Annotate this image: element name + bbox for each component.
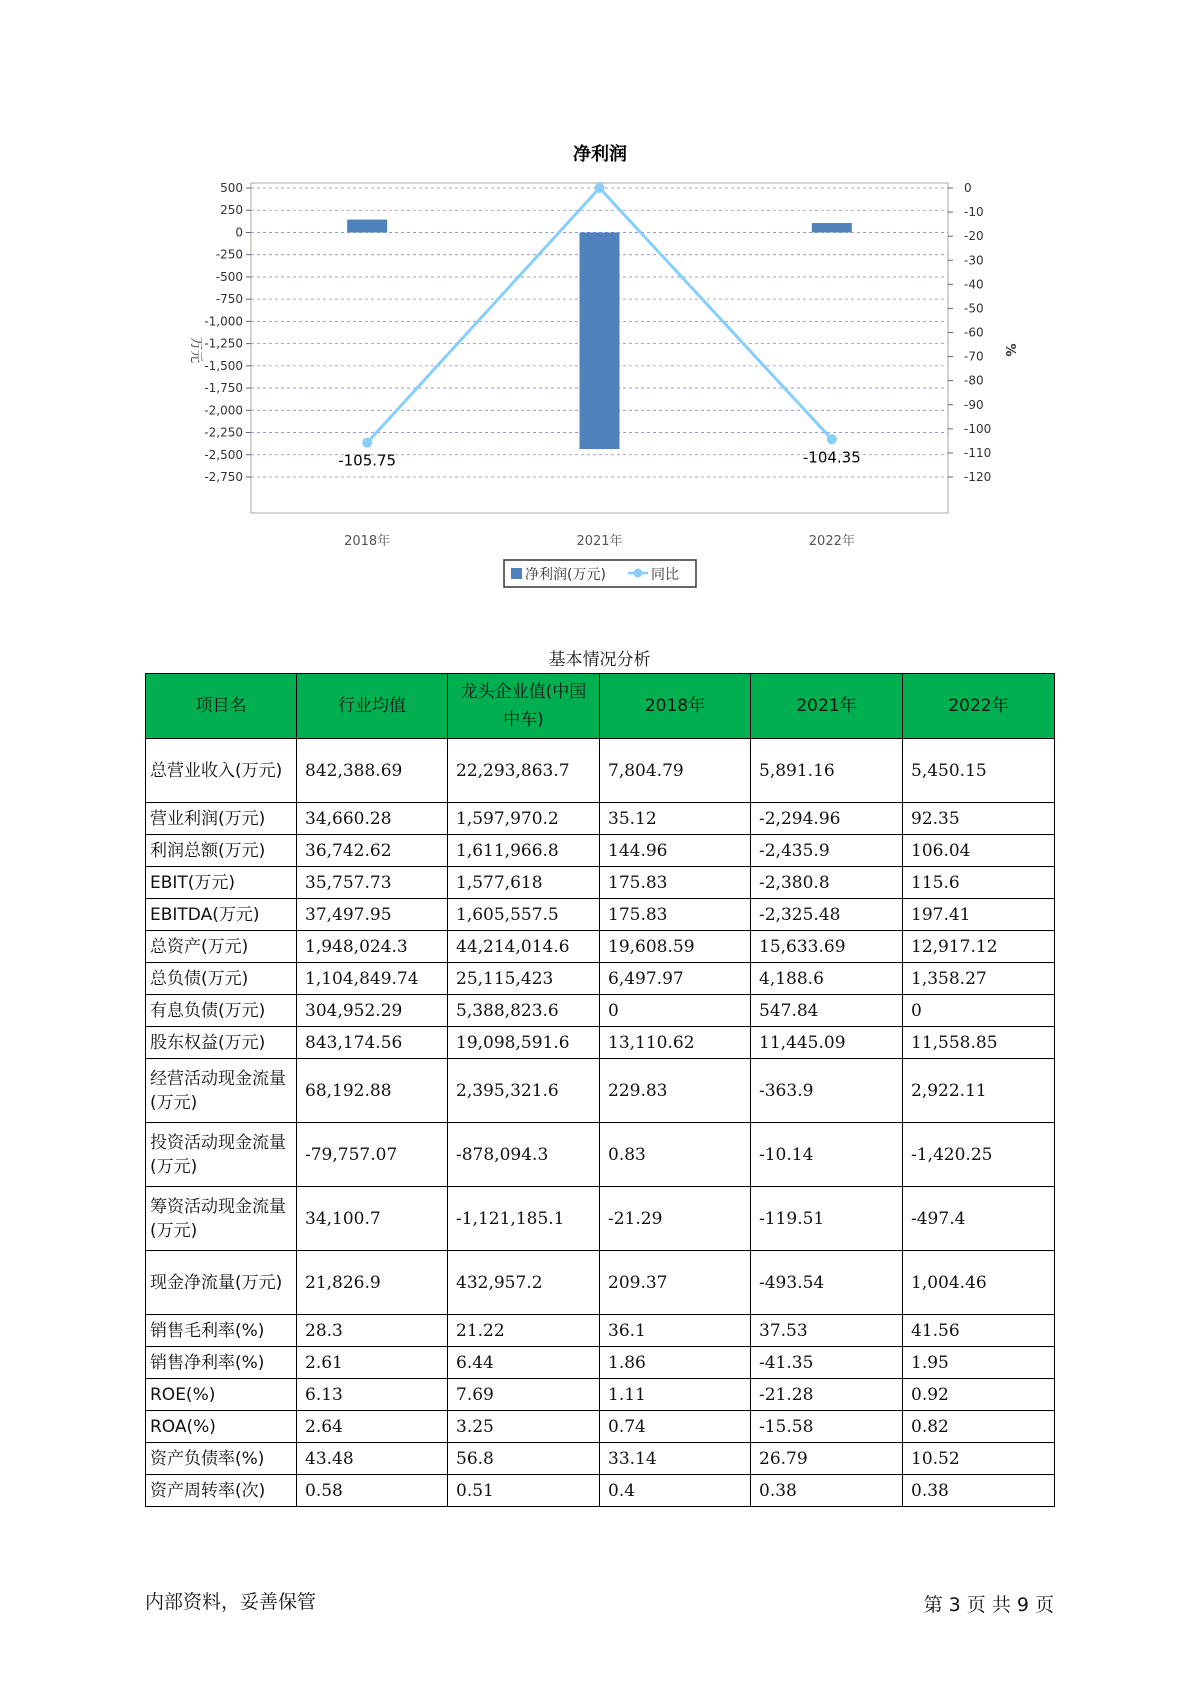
- table-cell: -363.9: [751, 1059, 903, 1123]
- legend-item-yoy: 同比: [651, 567, 679, 583]
- line-yoy-data-label: -105.75: [338, 451, 397, 470]
- table-cell: 92.35: [903, 803, 1055, 835]
- table-cell: -2,380.8: [751, 867, 903, 899]
- y-left-tick-label: -1,500: [204, 358, 243, 373]
- table-cell: 1,597,970.2: [448, 803, 600, 835]
- y-right-tick-label: -10: [964, 205, 984, 220]
- table-cell: 22,293,863.7: [448, 739, 600, 803]
- table-cell: 21.22: [448, 1315, 600, 1347]
- table-row: [146, 1411, 1055, 1443]
- table-cell: 44,214,014.6: [448, 931, 600, 963]
- x-tick-label: 2021年: [576, 534, 623, 549]
- table-caption: 基本情况分析: [548, 650, 651, 670]
- table-row: [146, 931, 1055, 963]
- analysis-table: [145, 673, 1055, 1507]
- table-row: [146, 739, 1055, 803]
- bar-net-profit: [580, 232, 620, 449]
- table-cell: 0.74: [600, 1411, 751, 1443]
- y-right-tick-label: -20: [964, 229, 984, 244]
- table-cell: 0: [903, 995, 1055, 1027]
- table-cell: 28.3: [297, 1315, 448, 1347]
- table-row: [146, 1347, 1055, 1379]
- table-cell: -21.29: [600, 1187, 751, 1251]
- table-cell: 175.83: [600, 899, 751, 931]
- table-row: [146, 867, 1055, 899]
- y-right-tick-label: -80: [964, 373, 984, 388]
- table-cell: 843,174.56: [297, 1027, 448, 1059]
- table-cell-item: ROE(%): [146, 1379, 297, 1411]
- table-cell: 1.86: [600, 1347, 751, 1379]
- table-cell: -10.14: [751, 1123, 903, 1187]
- table-cell-item: 资产周转率(次): [146, 1475, 297, 1507]
- table-cell: 209.37: [600, 1251, 751, 1315]
- table-cell: 2.64: [297, 1411, 448, 1443]
- table-cell: 2.61: [297, 1347, 448, 1379]
- table-row: [146, 1475, 1055, 1507]
- table-cell: -878,094.3: [448, 1123, 600, 1187]
- table-row: [146, 1123, 1055, 1187]
- y-right-tick-label: -100: [964, 421, 992, 436]
- y-axis-left-label: 万元: [188, 336, 203, 364]
- table-cell-item: EBIT(万元): [146, 867, 297, 899]
- x-tick-label: 2018年: [344, 534, 391, 549]
- table-cell: 842,388.69: [297, 739, 448, 803]
- table-cell: 1.11: [600, 1379, 751, 1411]
- y-right-tick-label: -60: [964, 325, 984, 340]
- y-left-tick-label: -500: [215, 269, 243, 284]
- legend-item-net-profit: 净利润(万元): [525, 567, 606, 583]
- table-cell: 21,826.9: [297, 1251, 448, 1315]
- table-cell: 26.79: [751, 1443, 903, 1475]
- table-cell: -119.51: [751, 1187, 903, 1251]
- table-row: [146, 1443, 1055, 1475]
- line-yoy-point: [362, 438, 372, 448]
- table-cell: 11,445.09: [751, 1027, 903, 1059]
- line-yoy-data-label: -104.35: [802, 448, 861, 467]
- table-cell-item: 资产负债率(%): [146, 1443, 297, 1475]
- table-cell: 106.04: [903, 835, 1055, 867]
- table-cell: -1,420.25: [903, 1123, 1055, 1187]
- table-cell-item: 销售净利率(%): [146, 1347, 297, 1379]
- table-cell: 2,922.11: [903, 1059, 1055, 1123]
- table-cell: 1.95: [903, 1347, 1055, 1379]
- table-cell: 1,004.46: [903, 1251, 1055, 1315]
- table-cell: 1,358.27: [903, 963, 1055, 995]
- y-left-tick-label: -1,750: [204, 381, 243, 396]
- table-cell: 1,577,618: [448, 867, 600, 899]
- table-header-row: [146, 674, 1055, 739]
- table-cell: 12,917.12: [903, 931, 1055, 963]
- y-left-tick-label: 500: [220, 181, 243, 195]
- y-left-tick-label: -1,000: [204, 314, 243, 329]
- table-row: [146, 803, 1055, 835]
- header-2021: 2021年: [751, 674, 903, 739]
- table-cell: -2,435.9: [751, 835, 903, 867]
- table-row: [146, 963, 1055, 995]
- y-left-tick-label: -2,000: [204, 403, 243, 418]
- table-cell-item: 筹资活动现金流量(万元): [146, 1187, 297, 1251]
- table-cell: 34,660.28: [297, 803, 448, 835]
- table-cell: 19,608.59: [600, 931, 751, 963]
- table-cell: 13,110.62: [600, 1027, 751, 1059]
- y-left-tick-label: -2,750: [204, 470, 243, 484]
- bar-net-profit: [812, 223, 852, 232]
- table-cell: -2,294.96: [751, 803, 903, 835]
- header-leader-value: 龙头企业值(中国中车): [448, 674, 600, 739]
- table-cell-item: 总资产(万元): [146, 931, 297, 963]
- table-row: [146, 835, 1055, 867]
- header-2018: 2018年: [600, 674, 751, 739]
- y-left-tick-label: -1,250: [204, 336, 243, 351]
- table-cell-item: 销售毛利率(%): [146, 1315, 297, 1347]
- table-cell-item: 总营业收入(万元): [146, 739, 297, 803]
- chart-legend: [504, 560, 696, 587]
- table-cell: 1,605,557.5: [448, 899, 600, 931]
- table-row: [146, 1379, 1055, 1411]
- table-cell: 6.13: [297, 1379, 448, 1411]
- net-profit-chart: [0, 0, 1191, 600]
- table-cell: 229.83: [600, 1059, 751, 1123]
- table-cell: 0: [600, 995, 751, 1027]
- y-right-tick-label: -40: [964, 277, 984, 292]
- table-cell: 35.12: [600, 803, 751, 835]
- table-row: [146, 1315, 1055, 1347]
- table-row: [146, 1027, 1055, 1059]
- table-cell-item: 现金净流量(万元): [146, 1251, 297, 1315]
- header-item-name: 项目名: [146, 674, 297, 739]
- table-cell-item: ROA(%): [146, 1411, 297, 1443]
- y-left-tick-label: -2,250: [204, 425, 243, 440]
- y-right-tick-label: 0: [964, 181, 972, 195]
- table-cell: 37.53: [751, 1315, 903, 1347]
- table-cell: 144.96: [600, 835, 751, 867]
- table-cell-item: 营业利润(万元): [146, 803, 297, 835]
- table-cell: 175.83: [600, 867, 751, 899]
- chart-title: 净利润: [573, 144, 627, 165]
- table-cell: 56.8: [448, 1443, 600, 1475]
- table-cell: -79,757.07: [297, 1123, 448, 1187]
- table-cell: 115.6: [903, 867, 1055, 899]
- table-cell: 37,497.95: [297, 899, 448, 931]
- table-cell: 304,952.29: [297, 995, 448, 1027]
- footer-confidential-note: 内部资料，妥善保管: [145, 1591, 317, 1613]
- table-cell: 25,115,423: [448, 963, 600, 995]
- header-2022: 2022年: [903, 674, 1055, 739]
- table-cell: 68,192.88: [297, 1059, 448, 1123]
- table-cell: -493.54: [751, 1251, 903, 1315]
- table-cell: 0.82: [903, 1411, 1055, 1443]
- table-cell: 5,450.15: [903, 739, 1055, 803]
- table-cell-item: 投资活动现金流量(万元): [146, 1123, 297, 1187]
- table-cell: 3.25: [448, 1411, 600, 1443]
- header-industry-average: 行业均值: [297, 674, 448, 739]
- y-right-tick-label: -120: [964, 470, 992, 484]
- table-cell: 15,633.69: [751, 931, 903, 963]
- legend-line-marker: [634, 569, 643, 578]
- y-right-tick-label: -90: [964, 397, 984, 412]
- table-cell: 7,804.79: [600, 739, 751, 803]
- table-cell: 36.1: [600, 1315, 751, 1347]
- table-cell: 432,957.2: [448, 1251, 600, 1315]
- table-cell-item: 利润总额(万元): [146, 835, 297, 867]
- y-left-tick-label: 250: [220, 203, 243, 218]
- table-cell: 0.58: [297, 1475, 448, 1507]
- table-cell: 0.92: [903, 1379, 1055, 1411]
- table-row: [146, 899, 1055, 931]
- table-cell-item: 股东权益(万元): [146, 1027, 297, 1059]
- table-cell-item: 经营活动现金流量(万元): [146, 1059, 297, 1123]
- table-cell: 19,098,591.6: [448, 1027, 600, 1059]
- table-cell: 11,558.85: [903, 1027, 1055, 1059]
- table-cell: 33.14: [600, 1443, 751, 1475]
- table-cell-item: 总负债(万元): [146, 963, 297, 995]
- table-cell: 41.56: [903, 1315, 1055, 1347]
- legend-bar-swatch: [511, 568, 522, 579]
- table-cell: -21.28: [751, 1379, 903, 1411]
- line-yoy-point: [595, 183, 605, 193]
- y-right-tick-label: -110: [964, 445, 992, 460]
- table-cell: 7.69: [448, 1379, 600, 1411]
- table-cell: 36,742.62: [297, 835, 448, 867]
- table-cell: 0.38: [751, 1475, 903, 1507]
- table-cell: 10.52: [903, 1443, 1055, 1475]
- table-row: [146, 1251, 1055, 1315]
- y-right-tick-label: -30: [964, 253, 984, 268]
- y-right-tick-label: -50: [964, 301, 984, 316]
- table-row: [146, 1187, 1055, 1251]
- table-cell: 2,395,321.6: [448, 1059, 600, 1123]
- table-cell: -2,325.48: [751, 899, 903, 931]
- table-row: [146, 1059, 1055, 1123]
- table-cell: -497.4: [903, 1187, 1055, 1251]
- table-cell: 5,891.16: [751, 739, 903, 803]
- table-cell: 0.83: [600, 1123, 751, 1187]
- table-cell: 197.41: [903, 899, 1055, 931]
- table-cell: 6,497.97: [600, 963, 751, 995]
- table-cell: 547.84: [751, 995, 903, 1027]
- y-left-tick-label: -750: [215, 292, 243, 307]
- y-right-tick-label: -70: [964, 349, 984, 364]
- table-cell: 35,757.73: [297, 867, 448, 899]
- table-row: [146, 995, 1055, 1027]
- y-left-tick-label: -2,500: [204, 447, 243, 462]
- table-cell: -15.58: [751, 1411, 903, 1443]
- bar-net-profit: [347, 220, 387, 233]
- table-cell: 0.4: [600, 1475, 751, 1507]
- table-cell-item: EBITDA(万元): [146, 899, 297, 931]
- footer-page-number: 第 3 页 共 9 页: [923, 1594, 1054, 1616]
- line-yoy-point: [827, 434, 837, 444]
- table-cell: 43.48: [297, 1443, 448, 1475]
- table-cell: 1,104,849.74: [297, 963, 448, 995]
- table-cell-item: 有息负债(万元): [146, 995, 297, 1027]
- table-cell: 1,611,966.8: [448, 835, 600, 867]
- table-cell: -1,121,185.1: [448, 1187, 600, 1251]
- y-left-tick-label: 0: [235, 225, 243, 240]
- table-cell: 34,100.7: [297, 1187, 448, 1251]
- x-tick-label: 2022年: [808, 534, 855, 549]
- table-cell: 4,188.6: [751, 963, 903, 995]
- table-cell: 1,948,024.3: [297, 931, 448, 963]
- table-cell: -41.35: [751, 1347, 903, 1379]
- table-cell: 0.51: [448, 1475, 600, 1507]
- table-cell: 0.38: [903, 1475, 1055, 1507]
- y-axis-right-label: %: [1002, 343, 1017, 357]
- y-left-tick-label: -250: [215, 247, 243, 262]
- table-cell: 5,388,823.6: [448, 995, 600, 1027]
- table-cell: 6.44: [448, 1347, 600, 1379]
